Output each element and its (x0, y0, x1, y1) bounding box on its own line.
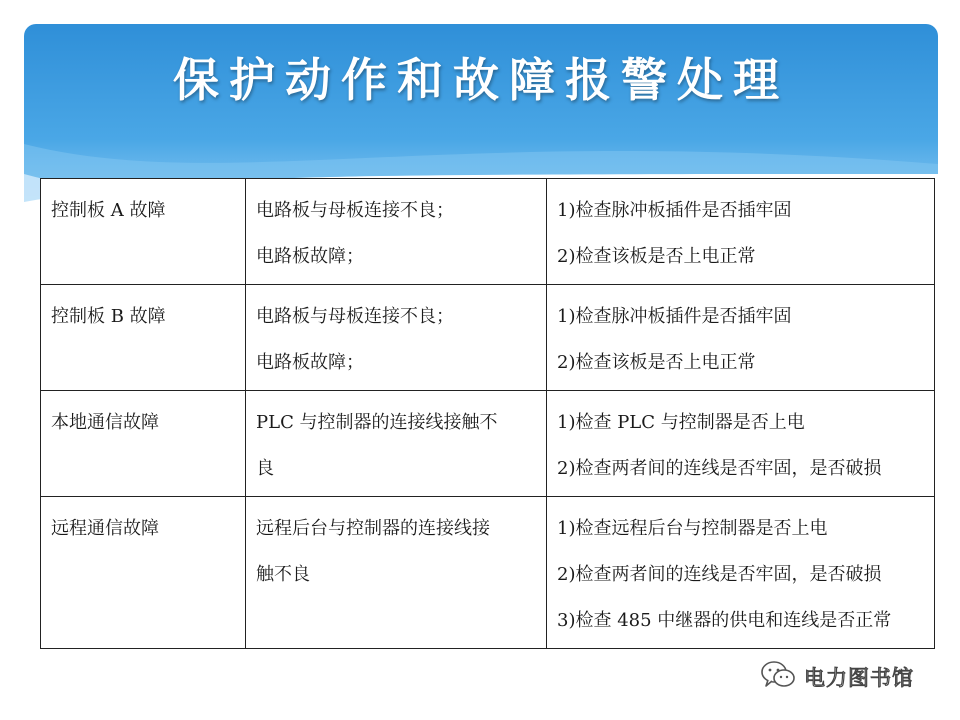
cause-cell (246, 285, 547, 391)
action-cell (547, 497, 935, 649)
cause-cell (246, 179, 547, 285)
wechat-icon (760, 660, 796, 694)
cause-line: 电路板与母板连接不良； (256, 306, 454, 327)
cause-line: 电路板与母板连接不良； (256, 200, 454, 221)
table-row (41, 179, 935, 285)
fault-name: 本地通信故障 (51, 412, 159, 433)
cause-cell (246, 391, 547, 497)
action-cell (547, 179, 935, 285)
action-line: 1)检查远程后台与控制器是否上电 (557, 518, 828, 539)
fault-name: 控制板 A 故障 (51, 200, 166, 221)
fault-name: 远程通信故障 (51, 518, 159, 539)
action-cell (547, 391, 935, 497)
cause-line: 电路板故障； (256, 246, 364, 267)
fault-cell (41, 285, 246, 391)
table-row (41, 391, 935, 497)
cause-line: PLC 与控制器的连接线接触不 (256, 412, 498, 433)
cause-line: 远程后台与控制器的连接线接 (256, 518, 490, 539)
action-line: 2)检查两者间的连线是否牢固，是否破损 (557, 458, 882, 479)
action-line: 1)检查 PLC 与控制器是否上电 (557, 412, 805, 433)
action-line: 3)检查 485 中继器的供电和连线是否正常 (557, 610, 892, 631)
action-line: 1)检查脉冲板插件是否插牢固 (557, 306, 792, 327)
table-row (41, 285, 935, 391)
fault-cell (41, 391, 246, 497)
cause-line: 电路板故障； (256, 352, 364, 373)
fault-cell (41, 179, 246, 285)
action-line: 1)检查脉冲板插件是否插牢固 (557, 200, 792, 221)
cause-cell (246, 497, 547, 649)
watermark-text: 电力图书馆 (804, 666, 914, 690)
table-row (41, 497, 935, 649)
slide-title: 保护动作和故障报警处理 (173, 53, 789, 107)
fault-table (40, 178, 935, 649)
action-line: 2)检查该板是否上电正常 (557, 352, 756, 373)
fault-cell (41, 497, 246, 649)
action-line: 2)检查两者间的连线是否牢固，是否破损 (557, 564, 882, 585)
cause-line: 触不良 (256, 564, 310, 585)
cause-line: 良 (256, 458, 274, 479)
action-cell (547, 285, 935, 391)
action-line: 2)检查该板是否上电正常 (557, 246, 756, 267)
watermark (760, 660, 914, 694)
fault-name: 控制板 B 故障 (51, 306, 166, 327)
